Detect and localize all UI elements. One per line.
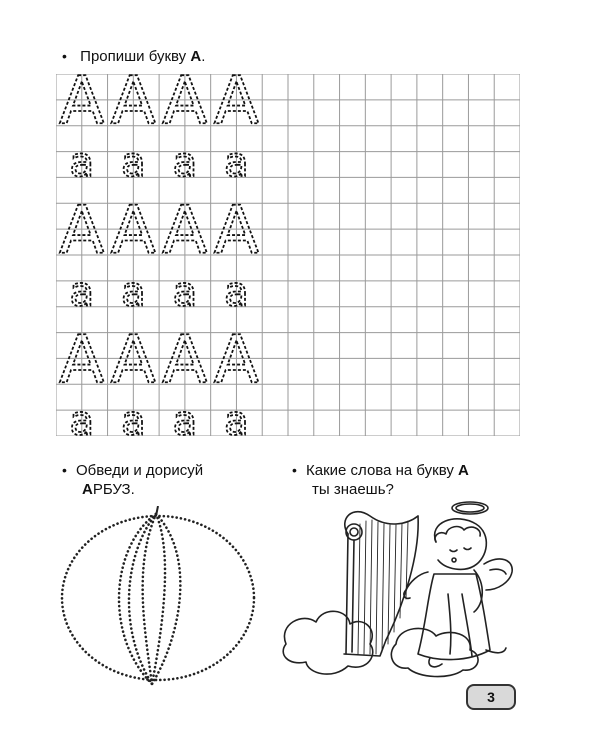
tracing-letter-lowercase: а (224, 140, 249, 187)
tracing-letter-uppercase: А (110, 192, 156, 269)
tracing-letter-uppercase: А (213, 192, 260, 269)
tracing-letter-uppercase: А (110, 74, 156, 140)
angel-with-harp-illustration (278, 494, 518, 680)
bullet: • (292, 462, 297, 478)
tracing-letter-uppercase: А (213, 74, 260, 140)
tracing-letter-lowercase: а (172, 140, 198, 187)
tracing-letter-lowercase: а (69, 269, 95, 316)
instruction-letter: А (82, 481, 93, 498)
tracing-grid (56, 74, 520, 441)
tracing-letter-lowercase: а (69, 140, 95, 187)
tracing-letter-uppercase: А (162, 74, 208, 140)
bullet: • (62, 48, 67, 64)
tracing-letter-uppercase: А (162, 321, 208, 399)
bullet: • (62, 462, 67, 478)
instruction-line1: Какие слова на букву (306, 462, 459, 479)
tracing-letter-lowercase: а (69, 398, 95, 436)
tracing-letter-uppercase: А (162, 192, 208, 269)
tracing-letter-lowercase: а (121, 398, 146, 436)
tracing-letter-lowercase: а (224, 269, 249, 316)
tracing-letter-uppercase: А (59, 192, 105, 269)
tracing-letter-lowercase: а (172, 269, 198, 316)
tracing-letter-lowercase: а (172, 398, 198, 436)
watermelon-outline-icon (56, 506, 268, 686)
instruction-line1: Обведи и дорисуй (76, 462, 204, 479)
tracing-letter-uppercase: А (213, 321, 260, 399)
instruction-letter: А (190, 48, 202, 65)
tracing-letter-uppercase: А (110, 321, 156, 399)
instruction-end: . (201, 48, 206, 65)
instruction-text: Пропиши букву (80, 48, 191, 65)
tracing-letter-uppercase: А (59, 74, 105, 140)
instruction-line2: РБУЗ. (92, 481, 135, 498)
instruction-trace-watermelon (62, 461, 203, 499)
tracing-letter-lowercase: а (121, 140, 146, 187)
page-number: 3 (466, 684, 516, 710)
instruction-line2: ты знаешь? (312, 481, 394, 498)
tracing-letter-lowercase: а (224, 398, 249, 436)
tracing-letter-lowercase: а (121, 269, 146, 316)
tracing-letter-uppercase: А (59, 321, 105, 399)
instruction-letter: А (458, 462, 469, 479)
instruction-copy-letter (62, 47, 205, 66)
